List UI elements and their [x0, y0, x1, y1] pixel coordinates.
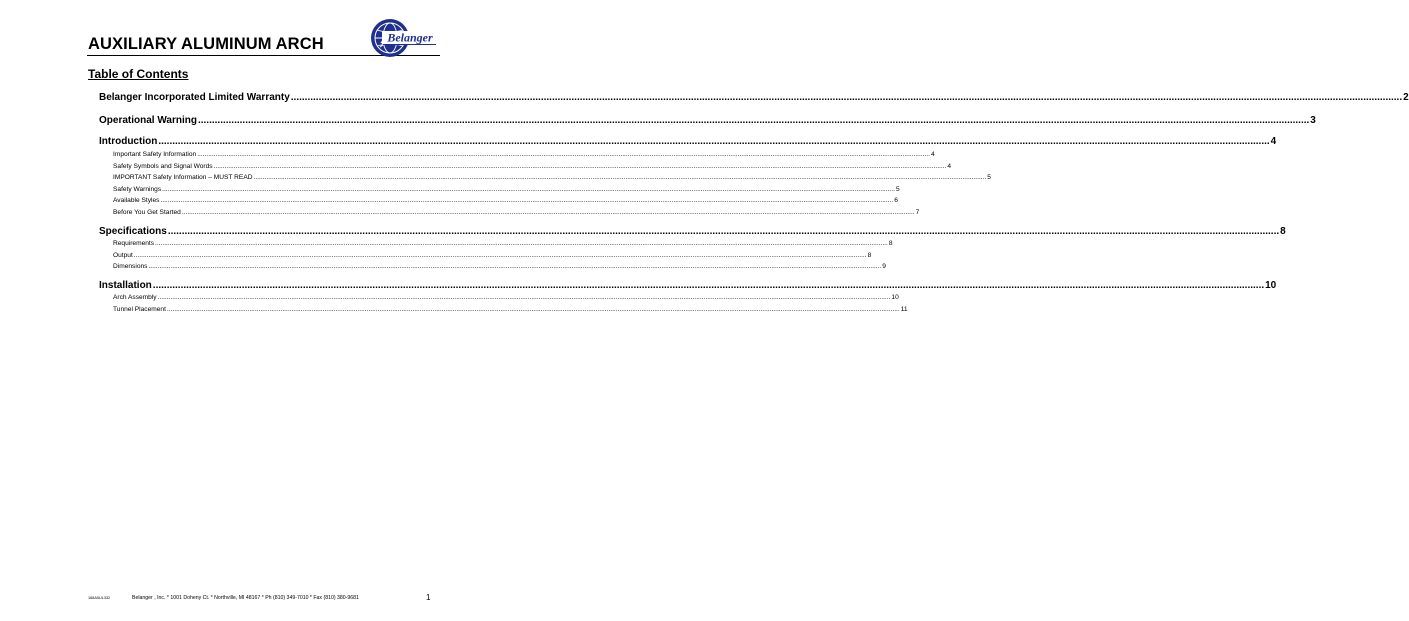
toc-subentry[interactable] [99, 262, 886, 271]
toc-subentry-label: Requirements [113, 240, 155, 247]
dot-leader: ................................................................................................................................................................................................................................................................................................................................................................................................................ [181, 209, 915, 216]
toc-subentry-page: 10 [891, 294, 899, 301]
logo-text: Belanger [387, 30, 433, 45]
toc-subentry[interactable] [99, 185, 900, 194]
dot-leader: ................................................................................................................................................................................................................................................................................................................................................................................................................ [152, 280, 1265, 291]
dot-leader: ................................................................................................................................................................................................................................................................................................................................................................................................................ [158, 136, 1270, 147]
toc-entry[interactable] [99, 279, 1277, 292]
toc-subentry-page: 8 [867, 251, 872, 259]
toc-heading: Table of Contents [88, 67, 189, 81]
toc-subentry-page: 5 [895, 185, 900, 193]
dot-leader: ................................................................................................................................................................................................................................................................................................................................................................................................................ [160, 197, 894, 205]
dot-leader: ................................................................................................................................................................................................................................................................................................................................................................................................................ [197, 151, 930, 158]
toc-entry[interactable] [99, 225, 1286, 238]
toc-subentry-page: 7 [915, 209, 920, 216]
toc-subentry-label: Safety Warnings [113, 185, 162, 193]
dot-leader: ................................................................................................................................................................................................................................................................................................................................................................................................................ [166, 305, 900, 313]
toc-subentry[interactable] [99, 173, 991, 182]
toc-subentry[interactable] [99, 196, 898, 205]
toc-subentry[interactable] [99, 239, 893, 248]
dot-leader: ................................................................................................................................................................................................................................................................................................................................................................................................................ [213, 162, 947, 170]
toc-subentry-label: Available Styles [113, 197, 160, 205]
dot-leader: ................................................................................................................................................................................................................................................................................................................................................................................................................ [155, 240, 888, 247]
company-address: Belanger , Inc. * 1001 Doheny Ct. * Northville, MI 48167 * Ph (810) 349-7010 * Fax (810) 380-9681 [132, 595, 359, 601]
toc-entry[interactable] [99, 91, 1409, 104]
toc-subentry-label: Arch Assembly [113, 294, 157, 301]
toc-entry-page: 2 [1403, 92, 1409, 103]
toc-subentry-label: IMPORTANT Safety Information – MUST READ [113, 174, 253, 182]
toc-subentry-label: Dimensions [113, 263, 148, 271]
toc-subentry[interactable] [99, 251, 872, 260]
toc-subentry-page: 9 [882, 263, 886, 271]
dot-leader: ................................................................................................................................................................................................................................................................................................................................................................................................................ [167, 226, 1280, 237]
toc-subentry-label: Tunnel Placement [113, 305, 166, 313]
toc-subentry[interactable] [99, 150, 935, 159]
dot-leader: ................................................................................................................................................................................................................................................................................................................................................................................................................ [290, 92, 1403, 103]
toc-entry-page: 4 [1270, 136, 1277, 147]
dot-leader: ................................................................................................................................................................................................................................................................................................................................................................................................................ [197, 115, 1310, 126]
toc-entry-label: Belanger Incorporated Limited Warranty [99, 92, 290, 103]
dot-leader: ................................................................................................................................................................................................................................................................................................................................................................................................................ [133, 251, 867, 259]
dot-leader: ................................................................................................................................................................................................................................................................................................................................................................................................................ [148, 263, 882, 271]
toc-subentry-page: 6 [894, 197, 898, 205]
page-title: AUXILIARY ALUMINUM ARCH [88, 35, 324, 53]
globe-logo-icon [368, 14, 438, 62]
toc-entry-label: Installation [99, 280, 152, 291]
toc-subentry-page: 4 [931, 151, 935, 158]
toc-subentry-label: Before You Get Started [113, 209, 181, 216]
toc-subentry-page: 11 [900, 305, 908, 313]
toc-subentry-page: 8 [888, 240, 893, 247]
dot-leader: ................................................................................................................................................................................................................................................................................................................................................................................................................ [253, 174, 987, 182]
toc-subentry[interactable] [99, 293, 899, 302]
toc-entry-page: 3 [1310, 115, 1316, 126]
dot-leader: ................................................................................................................................................................................................................................................................................................................................................................................................................ [157, 294, 891, 301]
toc-subentry-label: Output [113, 251, 133, 259]
page-number: 1 [426, 593, 431, 602]
toc-subentry-label: Important Safety Information [113, 151, 197, 158]
document-code: 168A5UL332 [88, 596, 111, 600]
toc-entry-page: 10 [1265, 280, 1277, 291]
toc-subentry[interactable] [99, 208, 920, 217]
toc-subentry[interactable] [99, 162, 952, 171]
toc-entry-page: 8 [1280, 226, 1286, 237]
toc-entry[interactable] [99, 135, 1277, 148]
toc-subentry[interactable] [99, 305, 908, 314]
toc-entry[interactable] [99, 114, 1316, 127]
toc-entry-label: Operational Warning [99, 115, 197, 126]
toc-subentry-page: 4 [947, 162, 952, 170]
toc-entry-label: Introduction [99, 136, 158, 147]
toc-subentry-label: Safety Symbols and Signal Words [113, 162, 213, 170]
belanger-logo [368, 14, 438, 62]
toc-entry-label: Specifications [99, 226, 167, 237]
toc-subentry-page: 5 [987, 174, 991, 182]
dot-leader: ................................................................................................................................................................................................................................................................................................................................................................................................................ [162, 185, 895, 193]
